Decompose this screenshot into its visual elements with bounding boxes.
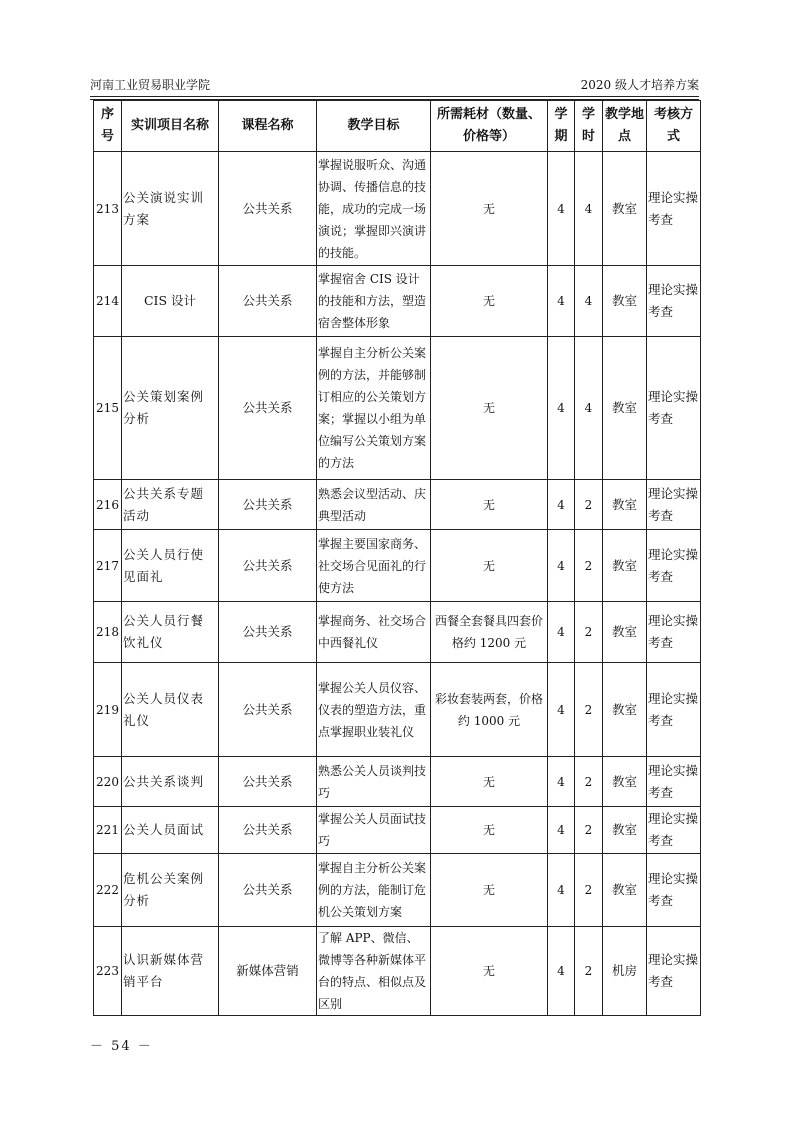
header-school-name: 河南工业贸易职业学院 xyxy=(90,78,211,92)
project-name: 公共关系谈判 xyxy=(122,757,219,807)
materials: 西餐全套餐具四套价格约 1200 元 xyxy=(431,602,548,663)
term: 4 xyxy=(548,530,575,602)
hours: 4 xyxy=(575,266,603,337)
place: 教室 xyxy=(603,757,647,807)
col-header-assessment: 考核方式 xyxy=(647,101,701,152)
col-header-hours: 学时 xyxy=(575,101,603,152)
table-row xyxy=(94,927,701,1016)
hours: 2 xyxy=(575,807,603,854)
assessment: 理论实操考查 xyxy=(647,480,701,530)
project-name: CIS 设计 xyxy=(122,266,219,337)
assessment: 理论实操考查 xyxy=(647,663,701,757)
place: 教室 xyxy=(603,602,647,663)
row-number: 214 xyxy=(94,266,122,337)
project-name: 公共关系专题活动 xyxy=(122,480,219,530)
row-number: 215 xyxy=(94,337,122,480)
course-name: 公共关系 xyxy=(219,152,317,266)
place: 教室 xyxy=(603,854,647,927)
col-header-goal: 教学目标 xyxy=(317,101,431,152)
materials: 无 xyxy=(431,807,548,854)
assessment: 理论实操考查 xyxy=(647,152,701,266)
hours: 2 xyxy=(575,530,603,602)
page-number: － 54 － xyxy=(90,1039,153,1054)
materials: 无 xyxy=(431,854,548,927)
course-name: 公共关系 xyxy=(219,602,317,663)
term: 4 xyxy=(548,854,575,927)
materials: 彩妆套装两套，价格约 1000 元 xyxy=(431,663,548,757)
materials: 无 xyxy=(431,480,548,530)
course-name: 公共关系 xyxy=(219,663,317,757)
row-number: 217 xyxy=(94,530,122,602)
hours: 2 xyxy=(575,663,603,757)
term: 4 xyxy=(548,480,575,530)
place: 教室 xyxy=(603,807,647,854)
project-name: 公关策划案例分析 xyxy=(122,337,219,480)
materials: 无 xyxy=(431,530,548,602)
assessment: 理论实操考查 xyxy=(647,927,701,1016)
materials: 无 xyxy=(431,337,548,480)
teaching-goal: 掌握宿舍 CIS 设计的技能和方法，塑造宿舍整体形象 xyxy=(317,266,431,337)
row-number: 220 xyxy=(94,757,122,807)
assessment: 理论实操考查 xyxy=(647,807,701,854)
teaching-goal: 掌握公关人员面试技巧 xyxy=(317,807,431,854)
table-row xyxy=(94,266,701,337)
table-row xyxy=(94,807,701,854)
course-name: 公共关系 xyxy=(219,266,317,337)
term: 4 xyxy=(548,663,575,757)
course-name: 公共关系 xyxy=(219,337,317,480)
assessment: 理论实操考查 xyxy=(647,530,701,602)
place: 教室 xyxy=(603,337,647,480)
teaching-goal: 掌握公关人员仪容、仪表的塑造方法，重点掌握职业装礼仪 xyxy=(317,663,431,757)
table-row xyxy=(94,663,701,757)
col-header-course: 课程名称 xyxy=(219,101,317,152)
assessment: 理论实操考查 xyxy=(647,854,701,927)
row-number: 216 xyxy=(94,480,122,530)
table-row xyxy=(94,757,701,807)
term: 4 xyxy=(548,266,575,337)
project-name: 公关人员行餐饮礼仪 xyxy=(122,602,219,663)
course-name: 公共关系 xyxy=(219,807,317,854)
page-header xyxy=(90,76,699,97)
term: 4 xyxy=(548,927,575,1016)
table-row xyxy=(94,152,701,266)
teaching-goal: 掌握商务、社交场合中西餐礼仪 xyxy=(317,602,431,663)
project-name: 危机公关案例分析 xyxy=(122,854,219,927)
assessment: 理论实操考查 xyxy=(647,337,701,480)
materials: 无 xyxy=(431,927,548,1016)
header-document-title: 2020 级人才培养方案 xyxy=(580,78,699,92)
table-row xyxy=(94,337,701,480)
term: 4 xyxy=(548,337,575,480)
table-row xyxy=(94,602,701,663)
project-name: 认识新媒体营销平台 xyxy=(122,927,219,1016)
assessment: 理论实操考查 xyxy=(647,266,701,337)
materials: 无 xyxy=(431,152,548,266)
hours: 2 xyxy=(575,602,603,663)
teaching-goal: 掌握主要国家商务、社交场合见面礼的行使方法 xyxy=(317,530,431,602)
table-row xyxy=(94,854,701,927)
teaching-goal: 熟悉公关人员谈判技巧 xyxy=(317,757,431,807)
row-number: 219 xyxy=(94,663,122,757)
hours: 2 xyxy=(575,854,603,927)
table-body xyxy=(94,152,701,1016)
table-row xyxy=(94,530,701,602)
hours: 4 xyxy=(575,152,603,266)
materials: 无 xyxy=(431,266,548,337)
table-header xyxy=(94,101,701,152)
course-name: 公共关系 xyxy=(219,530,317,602)
row-number: 223 xyxy=(94,927,122,1016)
row-number: 218 xyxy=(94,602,122,663)
course-name: 公共关系 xyxy=(219,854,317,927)
col-header-project-name: 实训项目名称 xyxy=(122,101,219,152)
place: 教室 xyxy=(603,480,647,530)
teaching-goal: 掌握自主分析公关案例的方法，并能够制订相应的公关策划方案；掌握以小组为单位编写公关策划方案的方法 xyxy=(317,337,431,480)
term: 4 xyxy=(548,757,575,807)
place: 教室 xyxy=(603,266,647,337)
hours: 2 xyxy=(575,927,603,1016)
hours: 4 xyxy=(575,337,603,480)
project-name: 公关人员面试 xyxy=(122,807,219,854)
course-name: 公共关系 xyxy=(219,757,317,807)
col-header-no: 序号 xyxy=(94,101,122,152)
assessment: 理论实操考查 xyxy=(647,602,701,663)
row-number: 213 xyxy=(94,152,122,266)
term: 4 xyxy=(548,602,575,663)
project-name: 公关人员仪表礼仪 xyxy=(122,663,219,757)
training-projects-table xyxy=(93,100,701,1016)
row-number: 221 xyxy=(94,807,122,854)
course-name: 公共关系 xyxy=(219,480,317,530)
place: 教室 xyxy=(603,530,647,602)
col-header-term: 学期 xyxy=(548,101,575,152)
col-header-material: 所需耗材（数量、价格等） xyxy=(431,101,548,152)
course-name: 新媒体营销 xyxy=(219,927,317,1016)
table-row xyxy=(94,480,701,530)
teaching-goal: 了解 APP、微信、微博等各种新媒体平台的特点、相似点及区别 xyxy=(317,927,431,1016)
place: 机房 xyxy=(603,927,647,1016)
row-number: 222 xyxy=(94,854,122,927)
materials: 无 xyxy=(431,757,548,807)
term: 4 xyxy=(548,807,575,854)
term: 4 xyxy=(548,152,575,266)
hours: 2 xyxy=(575,480,603,530)
place: 教室 xyxy=(603,663,647,757)
teaching-goal: 掌握自主分析公关案例的方法，能制订危机公关策划方案 xyxy=(317,854,431,927)
col-header-place: 教学地点 xyxy=(603,101,647,152)
project-name: 公关演说实训方案 xyxy=(122,152,219,266)
teaching-goal: 熟悉会议型活动、庆典型活动 xyxy=(317,480,431,530)
assessment: 理论实操考查 xyxy=(647,757,701,807)
project-name: 公关人员行使见面礼 xyxy=(122,530,219,602)
hours: 2 xyxy=(575,757,603,807)
place: 教室 xyxy=(603,152,647,266)
teaching-goal: 掌握说服听众、沟通协调、传播信息的技能，成功的完成一场演说；掌握即兴演讲的技能。 xyxy=(317,152,431,266)
